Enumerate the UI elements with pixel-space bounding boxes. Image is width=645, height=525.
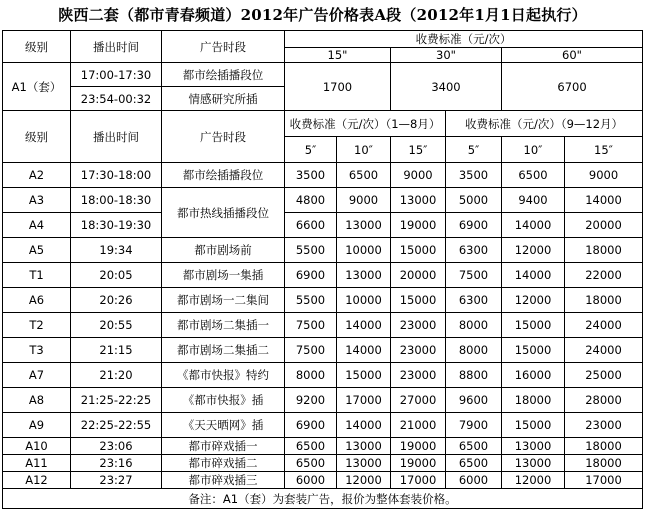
price-cell: 22000 (565, 263, 643, 288)
time-cell: 18:30-19:30 (71, 213, 162, 238)
time-cell: 23:06 (71, 438, 162, 455)
price-cell: 13000 (337, 213, 391, 238)
price-cell: 15000 (391, 288, 446, 313)
price-cell: 15000 (391, 238, 446, 263)
price-cell: 6900 (446, 213, 502, 238)
price-cell: 14000 (565, 188, 643, 213)
price-cell: 18000 (565, 438, 643, 455)
a1-time: 23:54-00:32 (71, 87, 162, 111)
table-row (3, 338, 643, 363)
price-cell: 17000 (565, 472, 643, 489)
price-cell: 6500 (446, 438, 502, 455)
price-cell: 6500 (285, 455, 337, 472)
slot-cell: 都市绘插播段位 (162, 163, 285, 188)
price-cell: 9600 (446, 388, 502, 413)
price-cell: 21000 (391, 413, 446, 438)
level-cell: T3 (3, 338, 71, 363)
a1-slot: 情感研究所插 (162, 87, 285, 111)
price-cell: 8000 (446, 338, 502, 363)
price-cell: 3500 (285, 163, 337, 188)
time-cell: 17:30-18:00 (71, 163, 162, 188)
price-cell: 6900 (285, 263, 337, 288)
header-duration: 30" (391, 48, 502, 63)
price-table (2, 30, 643, 509)
price-cell: 14000 (502, 213, 565, 238)
header-duration: 15″ (391, 137, 446, 163)
time-cell: 20:55 (71, 313, 162, 338)
header-duration: 60" (502, 48, 643, 63)
header-duration: 10″ (502, 137, 565, 163)
price-cell: 10000 (337, 238, 391, 263)
page-title: 陕西二套（都市青春频道）2012年广告价格表A段（2012年1月1日起执行） (58, 6, 587, 24)
price-cell: 15000 (502, 313, 565, 338)
header-fee-period: 收费标准（元/次）（9—12月） (446, 111, 643, 137)
price-cell: 20000 (565, 213, 643, 238)
price-cell: 20000 (391, 263, 446, 288)
price-cell: 15000 (502, 413, 565, 438)
a1-slot: 都市绘插播段位 (162, 63, 285, 87)
price-cell: 5000 (446, 188, 502, 213)
price-cell: 6300 (446, 238, 502, 263)
price-cell: 8000 (285, 363, 337, 388)
level-cell: A10 (3, 438, 71, 455)
price-cell: 24000 (565, 313, 643, 338)
price-cell: 18000 (565, 288, 643, 313)
price-cell: 8000 (446, 313, 502, 338)
price-cell: 18000 (565, 455, 643, 472)
price-cell: 17000 (391, 472, 446, 489)
price-cell: 15000 (337, 363, 391, 388)
price-cell: 9000 (391, 163, 446, 188)
table-row (3, 363, 643, 388)
price-cell: 10000 (337, 288, 391, 313)
level-cell: A12 (3, 472, 71, 489)
price-cell: 6500 (285, 438, 337, 455)
price-cell: 3500 (446, 163, 502, 188)
table-row (3, 288, 643, 313)
table-row (3, 455, 643, 472)
level-cell: A4 (3, 213, 71, 238)
time-cell: 19:34 (71, 238, 162, 263)
slot-cell: 都市热线插播段位 (162, 188, 285, 238)
header-fee: 收费标准（元/次） (285, 31, 643, 48)
level-cell: A3 (3, 188, 71, 213)
table-row (3, 188, 643, 213)
price-cell: 14000 (502, 263, 565, 288)
price-cell: 9400 (502, 188, 565, 213)
price-cell: 13000 (391, 188, 446, 213)
level-cell: A9 (3, 413, 71, 438)
price-cell: 12000 (502, 238, 565, 263)
time-cell: 21:15 (71, 338, 162, 363)
price-cell: 15000 (502, 338, 565, 363)
a1-price: 1700 (285, 63, 391, 111)
table-row (3, 388, 643, 413)
price-cell: 27000 (391, 388, 446, 413)
time-cell: 22:25-22:55 (71, 413, 162, 438)
table-row (3, 238, 643, 263)
time-cell: 23:27 (71, 472, 162, 489)
slot-cell: 都市碎戏插一 (162, 438, 285, 455)
level-cell: A5 (3, 238, 71, 263)
price-cell: 14000 (337, 338, 391, 363)
price-cell: 6000 (446, 472, 502, 489)
level-cell: A6 (3, 288, 71, 313)
price-cell: 13000 (502, 438, 565, 455)
price-cell: 23000 (565, 413, 643, 438)
time-cell: 20:05 (71, 263, 162, 288)
price-cell: 5500 (285, 288, 337, 313)
header-duration: 15″ (565, 137, 643, 163)
time-cell: 20:26 (71, 288, 162, 313)
price-cell: 25000 (565, 363, 643, 388)
table-row (3, 438, 643, 455)
price-cell: 13000 (337, 263, 391, 288)
slot-cell: 都市剧场前 (162, 238, 285, 263)
header-duration: 15" (285, 48, 391, 63)
header-duration: 10″ (337, 137, 391, 163)
table-row (3, 413, 643, 438)
header-level: 级别 (3, 31, 71, 63)
table-row (3, 263, 643, 288)
slot-cell: 都市碎戏插二 (162, 455, 285, 472)
table-row (3, 472, 643, 489)
price-cell: 19000 (391, 455, 446, 472)
time-cell: 23:16 (71, 455, 162, 472)
level-cell: A11 (3, 455, 71, 472)
slot-cell: 《都市快报》插 (162, 388, 285, 413)
price-cell: 24000 (565, 338, 643, 363)
table-row (3, 163, 643, 188)
price-cell: 14000 (337, 413, 391, 438)
header-duration: 5″ (446, 137, 502, 163)
price-cell: 6500 (337, 163, 391, 188)
slot-cell: 《天天晒网》插 (162, 413, 285, 438)
price-cell: 7500 (285, 313, 337, 338)
header-time: 播出时间 (71, 111, 162, 163)
price-cell: 14000 (337, 313, 391, 338)
slot-cell: 都市剧场一集插 (162, 263, 285, 288)
price-cell: 6600 (285, 213, 337, 238)
level-cell: A2 (3, 163, 71, 188)
time-cell: 21:20 (71, 363, 162, 388)
price-cell: 23000 (391, 338, 446, 363)
price-cell: 18000 (502, 388, 565, 413)
price-cell: 6000 (285, 472, 337, 489)
price-cell: 13000 (502, 455, 565, 472)
slot-cell: 都市剧场一二集间 (162, 288, 285, 313)
table-note: 备注：A1（套）为套装广告，报价为整体套装价格。 (3, 489, 643, 509)
price-cell: 28000 (565, 388, 643, 413)
price-cell: 4800 (285, 188, 337, 213)
price-cell: 6500 (446, 455, 502, 472)
header-level: 级别 (3, 111, 71, 163)
header-slot: 广告时段 (162, 111, 285, 163)
header-slot: 广告时段 (162, 31, 285, 63)
price-cell: 18000 (565, 238, 643, 263)
a1-price: 3400 (391, 63, 502, 111)
slot-cell: 都市剧场二集插一 (162, 313, 285, 338)
price-cell: 16000 (502, 363, 565, 388)
price-cell: 9200 (285, 388, 337, 413)
price-cell: 6500 (502, 163, 565, 188)
price-cell: 13000 (337, 455, 391, 472)
price-cell: 7500 (285, 338, 337, 363)
header-duration: 5″ (285, 137, 337, 163)
price-cell: 12000 (502, 288, 565, 313)
price-cell: 19000 (391, 438, 446, 455)
price-cell: 6300 (446, 288, 502, 313)
price-cell: 23000 (391, 363, 446, 388)
price-cell: 6900 (285, 413, 337, 438)
table-row (3, 213, 643, 238)
slot-cell: 《都市快报》特约 (162, 363, 285, 388)
a1-price: 6700 (502, 63, 643, 111)
slot-cell: 都市碎戏插三 (162, 472, 285, 489)
table-row (3, 313, 643, 338)
time-cell: 21:25-22:25 (71, 388, 162, 413)
time-cell: 18:00-18:30 (71, 188, 162, 213)
a1-level: A1（套） (3, 63, 71, 111)
a1-time: 17:00-17:30 (71, 63, 162, 87)
price-cell: 17000 (337, 388, 391, 413)
price-cell: 19000 (391, 213, 446, 238)
header-time: 播出时间 (71, 31, 162, 63)
price-cell: 12000 (337, 472, 391, 489)
level-cell: T2 (3, 313, 71, 338)
price-cell: 23000 (391, 313, 446, 338)
level-cell: T1 (3, 263, 71, 288)
price-cell: 8800 (446, 363, 502, 388)
level-cell: A8 (3, 388, 71, 413)
level-cell: A7 (3, 363, 71, 388)
price-cell: 9000 (565, 163, 643, 188)
header-fee-period: 收费标准（元/次）（1—8月） (285, 111, 446, 137)
price-cell: 12000 (502, 472, 565, 489)
price-cell: 13000 (337, 438, 391, 455)
slot-cell: 都市剧场二集插二 (162, 338, 285, 363)
price-cell: 9000 (337, 188, 391, 213)
price-cell: 7500 (446, 263, 502, 288)
price-cell: 7900 (446, 413, 502, 438)
price-cell: 5500 (285, 238, 337, 263)
